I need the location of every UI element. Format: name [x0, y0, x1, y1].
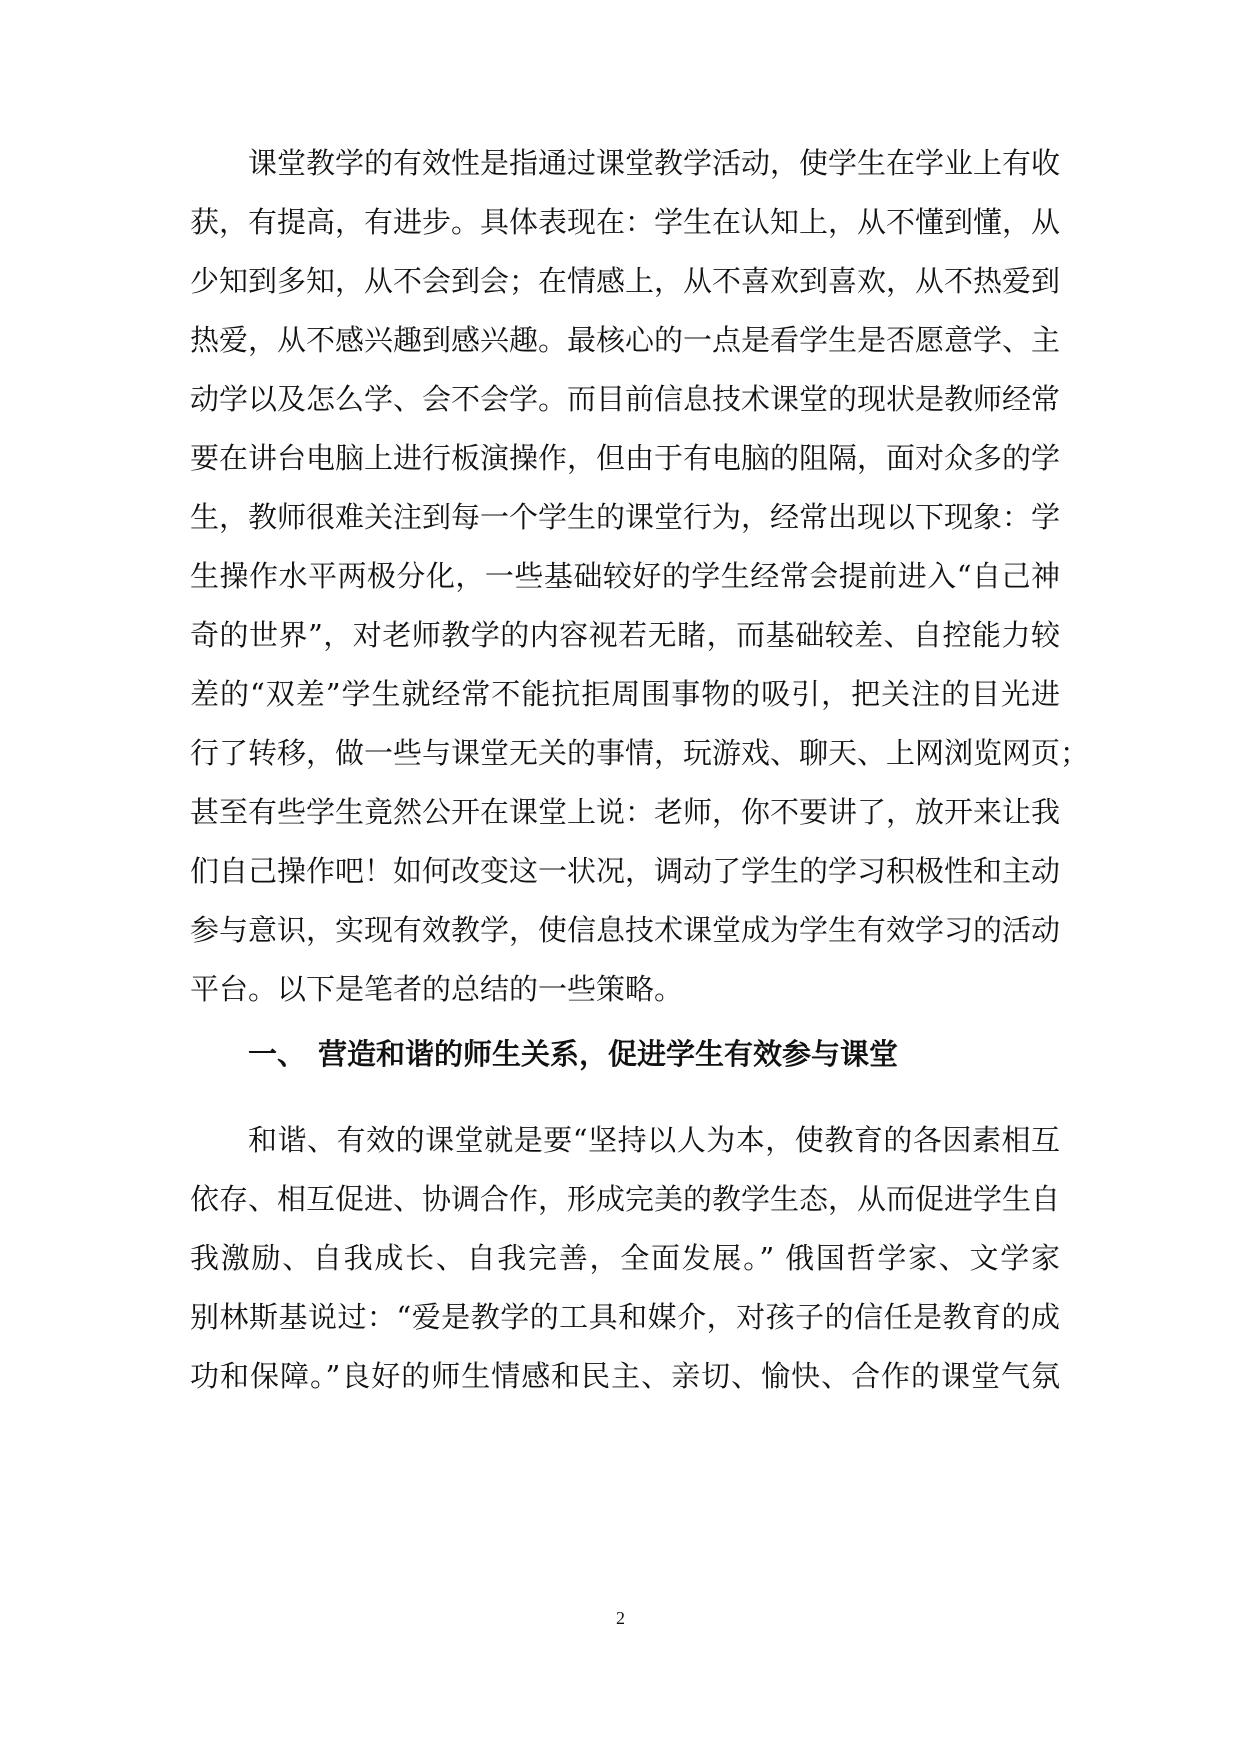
- paragraph-1-line-4: 热爱，从不感兴趣到感兴趣。最核心的一点是看学生是否愿意学、主: [190, 323, 1061, 357]
- paragraph-1-line-1: 课堂教学的有效性是指通过课堂教学活动，使学生在学业上有收: [248, 146, 1061, 180]
- paragraph-2-line-2: 依存、相互促进、协调合作，形成完美的教学生态，从而促进学生自: [190, 1182, 1061, 1216]
- paragraph-1-line-12: 甚至有些学生竟然公开在课堂上说：老师，你不要讲了，放开来让我: [190, 795, 1061, 829]
- paragraph-2-line-5: 功和保障。”良好的师生情感和民主、亲切、愉快、合作的课堂气氛: [190, 1359, 1060, 1393]
- paragraph-1-line-13: 们自己操作吧！如何改变这一状况，调动了学生的学习积极性和主动: [190, 854, 1061, 888]
- paragraph-1-line-5: 动学以及怎么学、会不会学。而目前信息技术课堂的现状是教师经常: [190, 382, 1061, 416]
- paragraph-1-line-3: 少知到多知，从不会到会；在情感上，从不喜欢到喜欢，从不热爱到: [190, 264, 1061, 298]
- paragraph-1-line-6: 要在讲台电脑上进行板演操作，但由于有电脑的阻隔，面对众多的学: [190, 441, 1061, 475]
- paragraph-1-line-14: 参与意识，实现有效教学，使信息技术课堂成为学生有效学习的活动: [190, 913, 1061, 947]
- paragraph-2-line-3: 我激励、自我成长、自我完善，全面发展。” 俄国哲学家、文学家: [190, 1241, 1060, 1275]
- section-heading-number: 一、: [248, 1037, 307, 1071]
- page-number: 2: [616, 1608, 625, 1628]
- paragraph-1-line-15: 平台。以下是笔者的总结的一些策略。: [190, 972, 684, 1006]
- paragraph-1-line-8: 生操作水平两极分化，一些基础较好的学生经常会提前进入“自己神: [190, 559, 1060, 593]
- paragraph-1-line-9: 奇的世界”，对老师教学的内容视若无睹，而基础较差、自控能力较: [190, 618, 1060, 652]
- section-heading: [248, 1034, 1060, 1074]
- paragraph-1-line-11: 行了转移，做一些与课堂无关的事情，玩游戏、聊天、上网浏览网页；: [190, 736, 1090, 770]
- paragraph-1-line-10: 差的“双差”学生就经常不能抗拒周围事物的吸引，把关注的目光进: [190, 677, 1060, 711]
- paragraph-1-line-7: 生，教师很难关注到每一个学生的课堂行为，经常出现以下现象：学: [190, 500, 1061, 534]
- paragraph-2-line-1: 和谐、有效的课堂就是要“坚持以人为本，使教育的各因素相互: [248, 1123, 1060, 1157]
- paragraph-1-line-2: 获，有提高，有进步。具体表现在：学生在认知上，从不懂到懂，从: [190, 205, 1061, 239]
- section-heading-title: 营造和谐的师生关系，促进学生有效参与课堂: [318, 1037, 899, 1071]
- paragraph-2-line-4: 别林斯基说过：“爱是教学的工具和媒介，对孩子的信任是教育的成: [190, 1300, 1060, 1334]
